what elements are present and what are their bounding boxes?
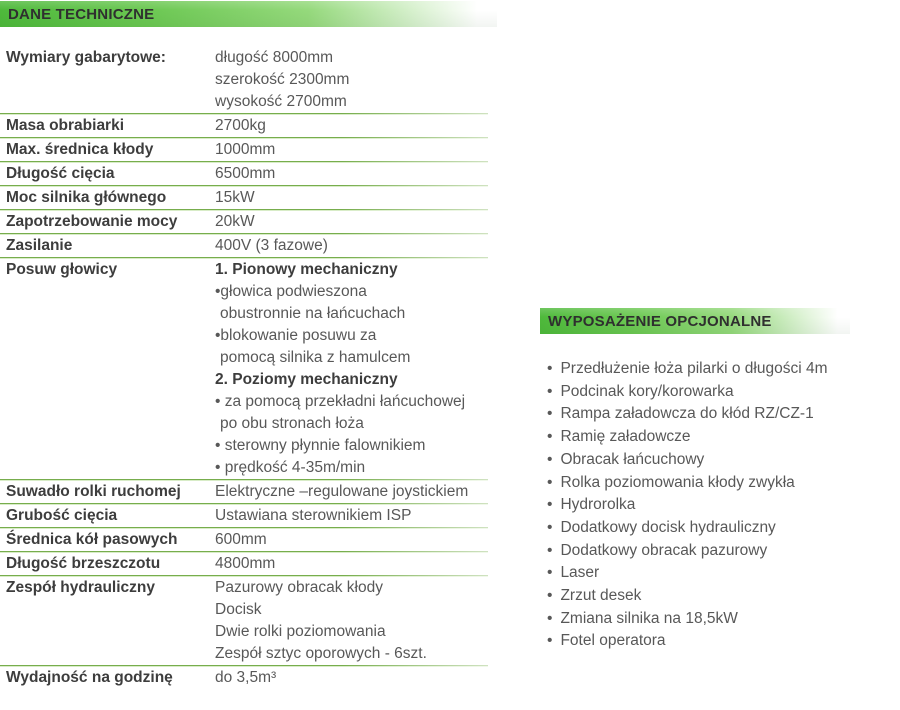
spec-label: Długość brzeszczotu (6, 555, 161, 572)
spec-row (0, 187, 488, 209)
spec-row (0, 505, 488, 527)
spec-value (215, 259, 488, 479)
optional-item: • Ramię załadowcze (547, 426, 862, 449)
spec-label: Wymiary gabarytowe: (6, 49, 166, 66)
spec-value-line: 2700kg (215, 117, 266, 134)
spec-row (0, 115, 488, 137)
spec-value-line: wysokość 2700mm (215, 93, 347, 110)
spec-value-line: długość 8000mm (215, 49, 334, 66)
spec-value-line: po obu stronach łoża (220, 415, 364, 432)
spec-row (0, 47, 488, 113)
optional-equipment-section (540, 308, 862, 653)
spec-label: Średnica kół pasowych (6, 531, 178, 548)
optional-item: • Dodatkowy docisk hydrauliczny (547, 517, 862, 540)
spec-value-line: 4800mm (215, 555, 276, 572)
spec-row (0, 577, 488, 665)
technical-data-title: DANE TECHNICZNE (8, 5, 155, 23)
spec-row (0, 481, 488, 503)
spec-label: Zespół hydrauliczny (6, 579, 156, 596)
optional-item: • Fotel operatora (547, 630, 862, 653)
optional-item: • Zmiana silnika na 18,5kW (547, 608, 862, 631)
spec-value-line: • sterowny płynnie falownikiem (215, 437, 426, 454)
spec-value-line: 1000mm (215, 141, 276, 158)
spec-value (215, 529, 488, 551)
spec-value (215, 505, 488, 527)
optional-item: • Zrzut desek (547, 585, 862, 608)
spec-label: Masa obrabiarki (6, 117, 125, 134)
spec-value-line: Elektryczne –regulowane joystickiem (215, 483, 469, 500)
spec-value (215, 577, 488, 665)
optional-equipment-title: WYPOSAŻENIE OPCJONALNE (548, 312, 772, 330)
optional-item: • Podcinak kory/korowarka (547, 381, 862, 404)
optional-item: • Obracak łańcuchowy (547, 449, 862, 472)
spec-value-line: pomocą silnika z hamulcem (220, 349, 411, 366)
spec-label: Moc silnika głównego (6, 189, 167, 206)
spec-value-line: Zespół sztyc oporowych - 6szt. (215, 645, 427, 662)
optional-equipment-header (540, 308, 850, 334)
spec-row (0, 259, 488, 479)
spec-value-line: 600mm (215, 531, 267, 548)
spec-value (215, 115, 488, 137)
spec-value-line: • prędkość 4-35m/min (215, 459, 366, 476)
spec-value-line: Docisk (215, 601, 262, 618)
spec-row (0, 235, 488, 257)
spec-value (215, 235, 488, 257)
optional-equipment-list (540, 358, 862, 653)
spec-value-line: 1. Pionowy mechaniczny (215, 261, 398, 278)
spec-row (0, 529, 488, 551)
optional-item: • Przedłużenie łoża pilarki o długości 4m (547, 358, 862, 381)
spec-value-line: 400V (3 fazowe) (215, 237, 328, 254)
spec-value-line: obustronnie na łańcuchach (220, 305, 406, 322)
spec-value-line: •głowica podwieszona (215, 283, 367, 300)
spec-value (215, 47, 488, 113)
spec-value (215, 163, 488, 185)
spec-value (215, 481, 488, 503)
spec-value-line: •blokowanie posuwu za (215, 327, 377, 344)
spec-label: Zasilanie (6, 237, 73, 254)
spec-label: Posuw głowicy (6, 261, 118, 278)
spec-value-line: 6500mm (215, 165, 276, 182)
spec-value-line: 15kW (215, 189, 255, 206)
spec-value (215, 553, 488, 575)
spec-value-line: szerokość 2300mm (215, 71, 350, 88)
spec-value (215, 667, 488, 689)
spec-label: Max. średnica kłody (6, 141, 154, 158)
spec-value-line: Ustawiana sterownikiem ISP (215, 507, 412, 524)
optional-item: • Hydrorolka (547, 494, 862, 517)
spec-value-line: do 3,5m³ (215, 669, 277, 686)
spec-label: Grubość cięcia (6, 507, 118, 524)
spec-row (0, 139, 488, 161)
spec-value (215, 187, 488, 209)
spec-value-line: 2. Poziomy mechaniczny (215, 371, 398, 388)
spec-row (0, 553, 488, 575)
spec-table (0, 47, 488, 689)
spec-label: Wydajność na godzinę (6, 669, 173, 686)
technical-data-header (0, 1, 497, 27)
spec-label: Suwadło rolki ruchomej (6, 483, 181, 500)
spec-value-line: Dwie rolki poziomowania (215, 623, 386, 640)
spec-row (0, 667, 488, 689)
optional-item: • Rolka poziomowania kłody zwykła (547, 472, 862, 495)
technical-data-section (0, 1, 497, 689)
spec-value-line: Pazurowy obracak kłody (215, 579, 383, 596)
spec-value (215, 211, 488, 233)
spec-label: Długość cięcia (6, 165, 115, 182)
optional-item: • Laser (547, 562, 862, 585)
optional-item: • Dodatkowy obracak pazurowy (547, 540, 862, 563)
spec-value (215, 139, 488, 161)
spec-row (0, 163, 488, 185)
spec-row (0, 211, 488, 233)
spec-label: Zapotrzebowanie mocy (6, 213, 178, 230)
optional-item: • Rampa załadowcza do kłód RZ/CZ-1 (547, 403, 862, 426)
spec-value-line: 20kW (215, 213, 255, 230)
spec-value-line: • za pomocą przekładni łańcuchowej (215, 393, 466, 410)
